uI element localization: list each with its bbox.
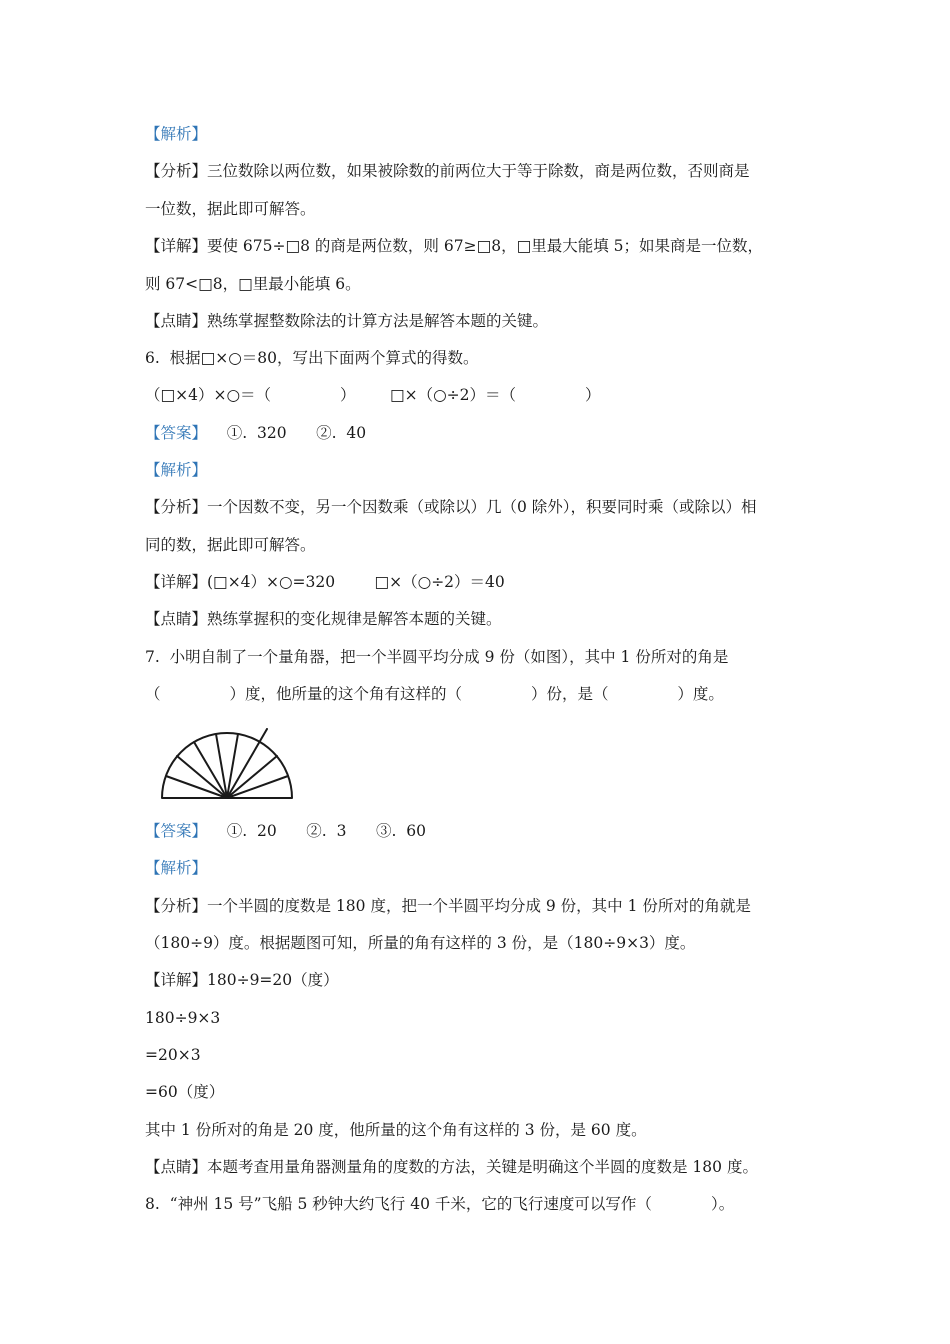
q7-conclusion: 其中 1 份所对的角是 20 度，他所量的这个角有这样的 3 份，是 60 度。 [145, 1121, 647, 1139]
q5-xiangjie-line1: 【详解】要使 675÷□8 的商是两位数，则 67≥□8，□里最大能填 5；如果商是一位数， [145, 237, 764, 255]
q7-calc-line3: =60（度） [145, 1083, 225, 1101]
q7-stem-line1: 7. 小明自制了一个量角器，把一个半圆平均分成 9 份（如图），其中 1 份所对的角是 [145, 648, 729, 666]
q5-jiexi: 【解析】 [145, 125, 208, 143]
protractor-ray-140 [177, 756, 227, 798]
q7-calc-line2: =20×3 [145, 1046, 201, 1064]
protractor-ray-20 [227, 776, 288, 798]
q6-answer-values: ①. 320 ②. 40 [207, 424, 367, 442]
q7-fenxi-line1: 【分析】一个半圆的度数是 180 度，把一个半圆平均分成 9 份，其中 1 份所对的角就是 [145, 897, 751, 915]
q7-answer [145, 821, 426, 841]
q7-calc-line1: 180÷9×3 [145, 1009, 221, 1027]
q8-stem: 8. “神州 15 号”飞船 5 秒钟大约飞行 40 千米，它的飞行速度可以写作（ ）。 [145, 1195, 735, 1213]
q7-fenxi-line2: （180÷9）度。根据题图可知，所量的角有这样的 3 份，是（180÷9×3）度。 [145, 934, 696, 952]
q7-answer-values: ①. 20 ②. 3 ③. 60 [207, 822, 426, 840]
q6-fenxi-line2: 同的数，据此即可解答。 [145, 536, 316, 554]
q5-fenxi-line1: 【分析】三位数除以两位数，如果被除数的前两位大于等于除数，商是两位数，否则商是 [145, 162, 750, 180]
q7-answer-label: 【答案】 [145, 822, 208, 840]
q6-xiangjie: 【详解】(□×4）×○=320 □×（○÷2）＝40 [145, 573, 505, 591]
protractor-arc [162, 733, 292, 798]
q6-blanks: （□×4）×○＝（ ） □×（○÷2）＝（ ） [145, 386, 601, 404]
q6-dianjing: 【点睛】熟练掌握积的变化规律是解答本题的关键。 [145, 610, 502, 628]
q6-jiexi: 【解析】 [145, 461, 208, 479]
q6-answer-label: 【答案】 [145, 424, 208, 442]
protractor-diagram [160, 728, 300, 802]
q7-jiexi: 【解析】 [145, 859, 208, 877]
q5-dianjing: 【点睛】熟练掌握整数除法的计算方法是解答本题的关键。 [145, 312, 549, 330]
q6-answer [145, 423, 366, 443]
q7-xiangjie: 【详解】180÷9=20（度） [145, 971, 339, 989]
protractor-ray-160 [166, 776, 227, 798]
protractor-ray-40 [227, 756, 277, 798]
q6-stem: 6. 根据□×○＝80，写出下面两个算式的得数。 [145, 349, 479, 367]
protractor-shape [162, 729, 292, 798]
q6-fenxi-line1: 【分析】一个因数不变，另一个因数乘（或除以）几（0 除外），积要同时乘（或除以）相 [145, 498, 757, 516]
q7-stem-line2: （ ）度，他所量的这个角有这样的（ ）份，是（ ）度。 [145, 685, 724, 703]
q7-dianjing: 【点睛】本题考查用量角器测量角的度数的方法，关键是明确这个半圆的度数是 180 度。 [145, 1158, 758, 1176]
q5-fenxi-line2: 一位数，据此即可解答。 [145, 200, 316, 218]
q5-xiangjie-line2: 则 67<□8，□里最小能填 6。 [145, 275, 361, 293]
